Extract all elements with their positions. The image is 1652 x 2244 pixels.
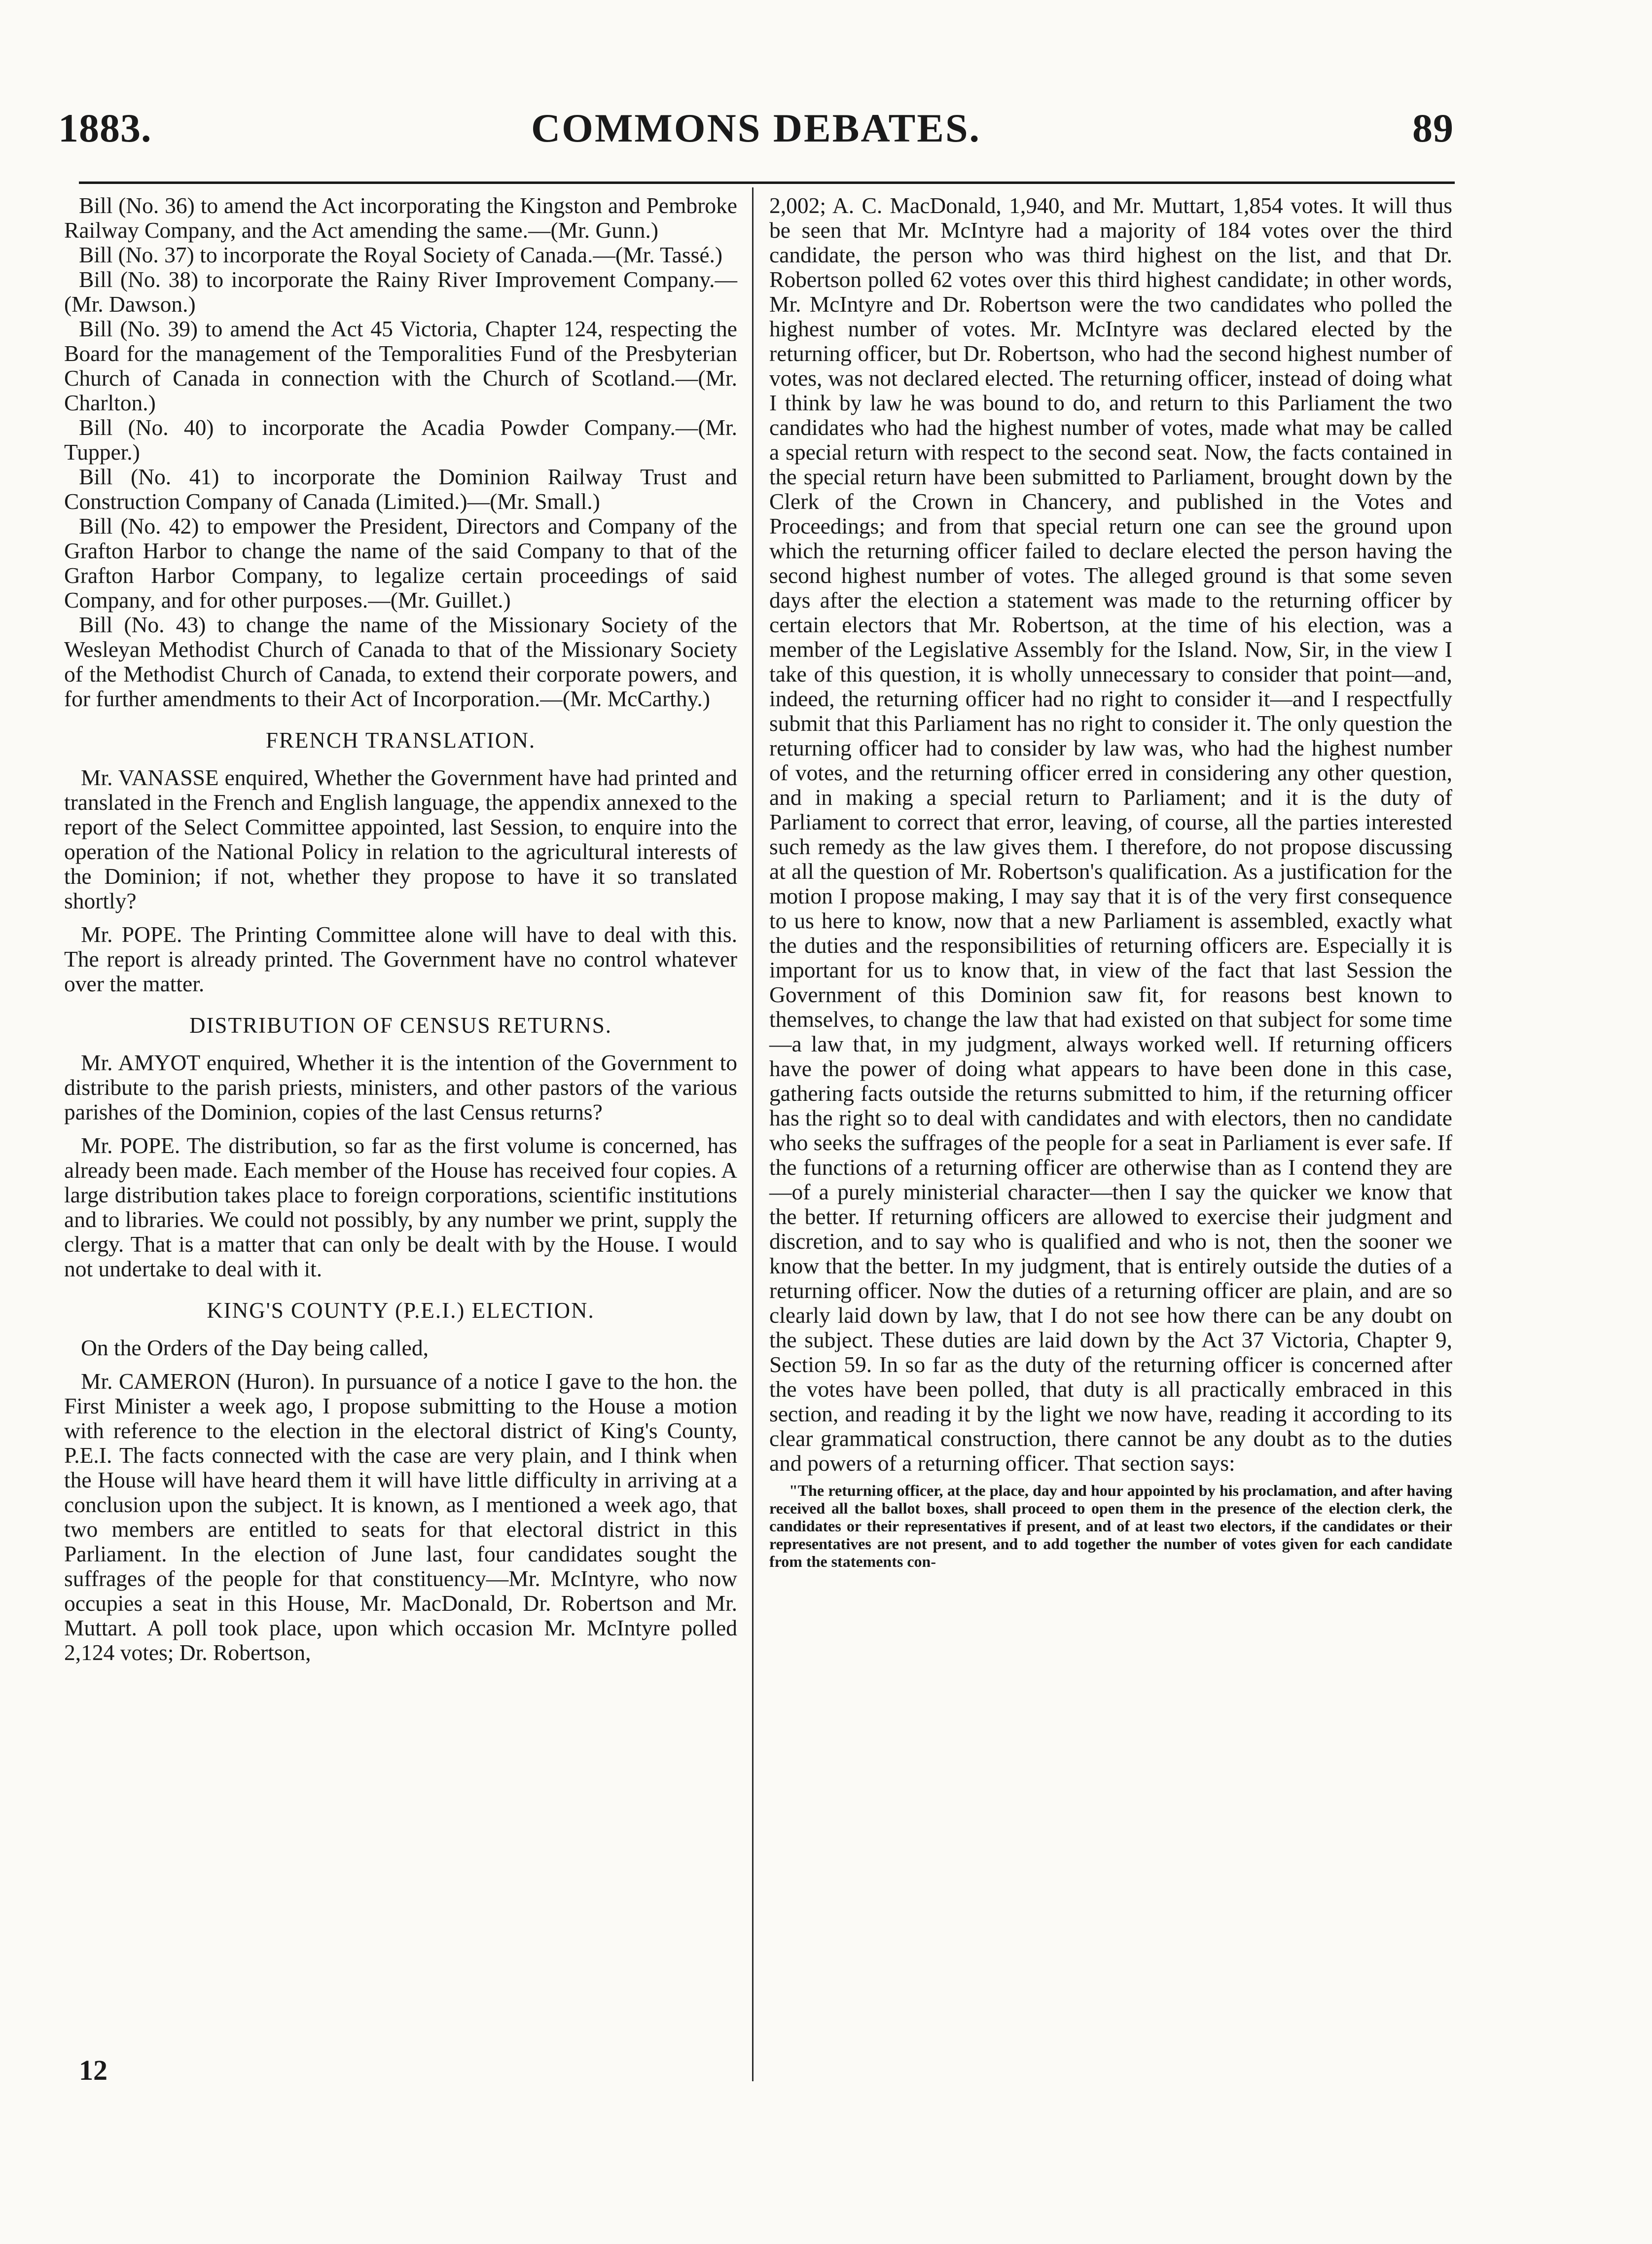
header-page-number: 89 [1412,106,1454,150]
header-title: COMMONS DEBATES. [531,106,981,150]
statute-quote: "The returning officer, at the place, day and hour appointed by his proclamation, and after having received all the ballot boxes, shall proceed to open them in the presence of the election clerk, the candidates or their representatives if present, and of at least two electors, if the candidates or their representatives are not present, and to add together the number of votes given for each candidate from the statements con- [769,1482,1452,1570]
census-question: Mr. AMYOT enquired, Whether it is the intention of the Government to distribute to the parish priests, ministers, and other pastors of the various parishes of the Dominion, copies of the last Census returns? [64,1050,737,1124]
left-column [64,193,737,1674]
bill-39: Bill (No. 39) to amend the Act 45 Victoria, Chapter 124, respecting the Board for the management of the Temporalities Fund of the Presbyterian Church of Canada in connection with the Church of Scotland.—(Mr. Charlton.) [64,316,737,415]
bill-42: Bill (No. 42) to empower the President, Directors and Company of the Grafton Harbor to change the name of the said Company to that of the Grafton Harbor Company, to legalize certain proceedings of said Company, and for other purposes.—(Mr. Guillet.) [64,513,737,613]
cameron-speech: Mr. CAMERON (Huron). In pursuance of a notice I gave to the hon. the First Minister a week ago, I propose submitting to the House a motion with reference to the election in the electoral district of King's County, P.E.I. The facts connected with the case are very plain, and I think when the House will have heard them it will have little difficulty in arriving at a conclusion upon the subject. It is known, as I mentioned a week ago, that two members are entitled to seats for that electoral district in this Parliament. In the election of June last, four candidates sought the suffrages of the people for that constituency—Mr. McIntyre, who now occupies a seat in this House, Mr. MacDonald, Dr. Robertson and Mr. Muttart. A poll took place, upon which occasion Mr. McIntyre polled 2,124 votes; Dr. Robertson, [64,1369,737,1665]
header-rule [79,181,1455,184]
bill-43: Bill (No. 43) to change the name of the Missionary Society of the Wesleyan Methodist Church of Canada to that of the Missionary Society of the Methodist Church of Canada, to extend their corporate powers, and for further amendments to their Act of Incorporation.—(Mr. McCarthy.) [64,612,737,711]
bill-37: Bill (No. 37) to incorporate the Royal Society of Canada.—(Mr. Tassé.) [79,242,723,267]
section-title-french-translation: FRENCH TRANSLATION. [265,728,536,753]
column-divider [752,187,754,2081]
section-title-kings-county-election: KING'S COUNTY (P.E.I.) ELECTION. [207,1298,595,1323]
header-year: 1883. [58,106,152,150]
signature-mark: 12 [79,2054,108,2086]
bill-40: Bill (No. 40) to incorporate the Acadia Powder Company.—(Mr. Tupper.) [64,415,737,465]
orders-of-the-day: On the Orders of the Day being called, [81,1335,429,1360]
census-answer: Mr. POPE. The distribution, so far as the first volume is concerned, has already been made. Each member of the House has received four copies. A large distribution takes place to foreign corporations, scientific institutions and to libraries. We could not possibly, by any number we print, supply the clergy. That is a matter that can only be dealt with by the House. I would not undertake to deal with it. [64,1133,737,1281]
french-answer: Mr. POPE. The Printing Committee alone will have to deal with this. The report is already printed. The Government have no control whatever over the matter. [64,922,737,996]
bill-36: Bill (No. 36) to amend the Act incorporating the Kingston and Pembroke Railway Company, and the Act amending the same.—(Mr. Gunn.) [64,193,737,243]
bill-41: Bill (No. 41) to incorporate the Dominion Railway Trust and Construction Company of Canada (Limited.)—(Mr. Small.) [64,464,737,514]
bill-38: Bill (No. 38) to incorporate the Rainy River Improvement Company.—(Mr. Dawson.) [64,267,737,317]
french-question: Mr. VANASSE enquired, Whether the Government have had printed and translated in the French and English language, the appendix annexed to the report of the Select Committee appointed, last Session, to enquire into the operation of the National Policy in relation to the agricultural interests of the Dominion; if not, whether they propose to have it so translated shortly? [64,765,737,913]
section-title-census-returns: DISTRIBUTION OF CENSUS RETURNS. [189,1013,612,1038]
page-header [58,104,1454,163]
right-column [769,193,1452,1570]
cameron-speech-continued: 2,002; A. C. MacDonald, 1,940, and Mr. Muttart, 1,854 votes. It will thus be seen that Mr. McIntyre had a majority of 184 votes over the third candidate, the person who was third highest on the list, and that Dr. Robertson polled 62 votes over this third highest candidate; in other words, Mr. McIntyre and Dr. Robertson were the two candidates who polled the highest number of votes. Mr. McIntyre was declared elected by the returning officer, but Dr. Robertson, who had the second highest number of votes, was not declared elected. The returning officer, instead of doing what I think by law he was bound to do, and return to this Parliament the two candidates who had the highest number of votes, made what may be called a special return with respect to the second seat. Now, the facts contained in the special return have been submitted to Parliament, brought down by the Clerk of the Crown in Chancery, and published in the Votes and Proceedings; and from that special return one can see the ground upon which the returning officer failed to declare elected the person having the second highest number of votes. The alleged ground is that some seven days after the election a statement was made to the returning officer by certain electors that Mr. Robertson, at the time of his election, was a member of the Legislative Assembly for the Island. Now, Sir, in the view I take of this question, it is wholly unnecessary to consider that point—and, indeed, the returning officer had no right to consider it—and I respectfully submit that this Parliament has no right to consider it. The only question the returning officer had to consider by law was, who had the highest number of votes, and the returning officer erred in considering any other question, and in making a special return to Parliament; and it is the duty of Parliament to correct that error, leaving, of course, all the parties interested such remedy as the law gives them. I therefore, do not propose discussing at all the question of Mr. Robertson's qualification. As a justification for the motion I propose making, I may say that it is of the very first consequence to us here to know, now that a new Parliament is assembled, exactly what the duties and the responsibilities of returning officers are. Especially it is important for us to know that, in view of the fact that last Session the Government of this Dominion saw fit, for reasons best known to themselves, to change the law that had existed on that subject for some time—a law that, in my judgment, always worked well. If returning officers have the power of doing what appears to have been done in this case, gathering facts outside the returns submitted to him, if the returning officer has the right so to deal with candidates and with electors, then no candidate who seeks the suffrages of the people for a seat in Parliament is ever safe. If the functions of a returning officer are otherwise than as I contend they are—of a purely ministerial character—then I say the quicker we know that the better. If returning officers are allowed to exercise their judgment and discretion, and to say who is qualified and who is not, then the sooner we know that the better. In my judgment, that is entirely outside the duties of a returning officer. Now the duties of a returning officer are plain, and are so clearly laid down by law, that I do not see how there can be any doubt on the subject. These duties are laid down by the Act 37 Victoria, Chapter 9, Section 59. In so far as the duty of the returning officer is concerned after the votes have been polled, that duty is all practically embraced in this section, and reading it by the light we now have, reading it according to its clear grammatical construction, there cannot be any doubt as to the duties and powers of a returning officer. That section says: [769,193,1452,1476]
